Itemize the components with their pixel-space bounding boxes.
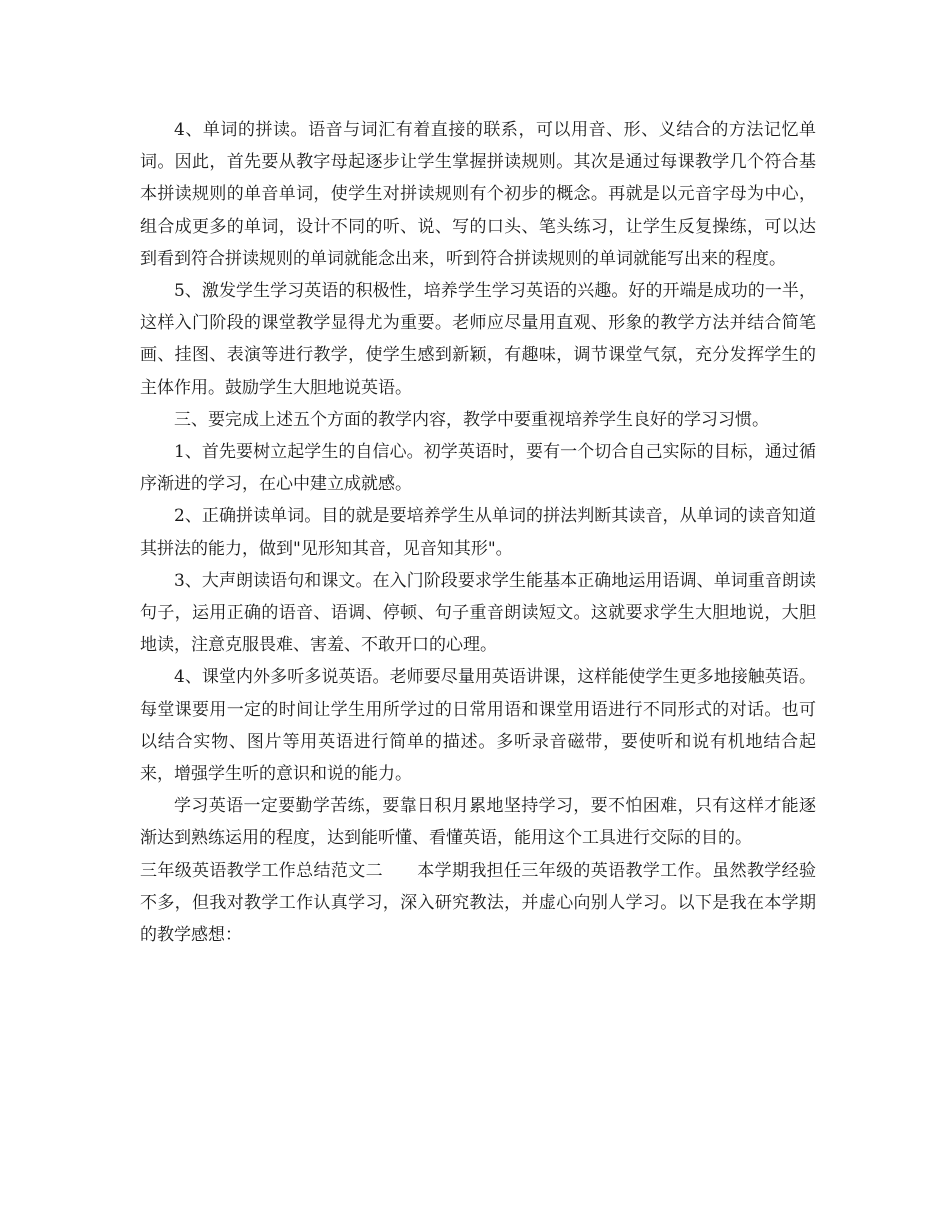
paragraph-reading-aloud: 3、大声朗读语句和课文。在入门阶段要求学生能基本正确地运用语调、单词重音朗读句子，运用正确的语音、语调、停顿、句子重音朗读短文。这就要求学生大胆地说，大胆地读，注意克服畏难、害羞、不敢开口的心理。 <box>140 570 816 656</box>
paragraph-listen-speak: 4、课堂内外多听多说英语。老师要尽量用英语讲课，这样能使学生更多地接触英语。每堂课要用一定的时间让学生用所学过的日常用语和课堂用语进行不同形式的对话。也可以结合实物、图片等用英语进行简单的描述。多听录音磁带，要使听和说有机地结合起来，增强学生听的意识和说的能力。 <box>140 667 816 785</box>
paragraph-confidence: 1、首先要树立起学生的自信心。初学英语时，要有一个切合自己实际的目标，通过循序渐进的学习，在心中建立成就感。 <box>140 442 816 495</box>
paragraph-word-spelling: 4、单词的拼读。语音与词汇有着直接的联系，可以用音、形、义结合的方法记忆单词。因此，首先要从教字母起逐步让学生掌握拼读规则。其次是通过每课教学几个符合基本拼读规则的单音单词，使学生对拼读规则有个初步的概念。再就是以元音字母为中心，组合成更多的单词，设计不同的听、说、写的口头、笔头练习，让学生反复操练，可以达到看到符合拼读规则的单词就能念出来，听到符合拼读规则的单词就能写出来的程度。 <box>140 120 816 269</box>
section-two <box>140 855 816 952</box>
paragraph-motivation: 5、激发学生学习英语的积极性，培养学生学习英语的兴趣。好的开端是成功的一半，这样入门阶段的课堂教学显得尤为重要。老师应尽量用直观、形象的教学方法并结合简笔画、挂图、表演等进行教学，使学生感到新颖，有趣味，调节课堂气氛，充分发挥学生的主体作用。鼓励学生大胆地说英语。 <box>140 281 816 398</box>
paragraph-correct-spelling: 2、正确拼读单词。目的就是要培养学生从单词的拼法判断其读音，从单词的读音知道其拼法的能力，做到"见形知其音，见音知其形"。 <box>140 506 816 559</box>
section-intro-text: 本学期我担任三年级的英语教学工作。虽然教学经验不多，但我对教学工作认真学习，深入研究教法，并虚心向别人学习。以下是我在本学期的教学感想： <box>140 860 817 946</box>
section-title: 三年级英语教学工作总结范文二 <box>140 860 383 881</box>
paragraph-study-habits-heading: 三、要完成上述五个方面的教学内容，教学中要重视培养学生良好的学习习惯。 <box>174 409 769 430</box>
paragraph-conclusion: 学习英语一定要勤学苦练，要靠日积月累地坚持学习，要不怕困难，只有这样才能逐渐达到熟练运用的程度，达到能听懂、看懂英语，能用这个工具进行交际的目的。 <box>140 796 816 849</box>
document-body <box>140 114 816 951</box>
